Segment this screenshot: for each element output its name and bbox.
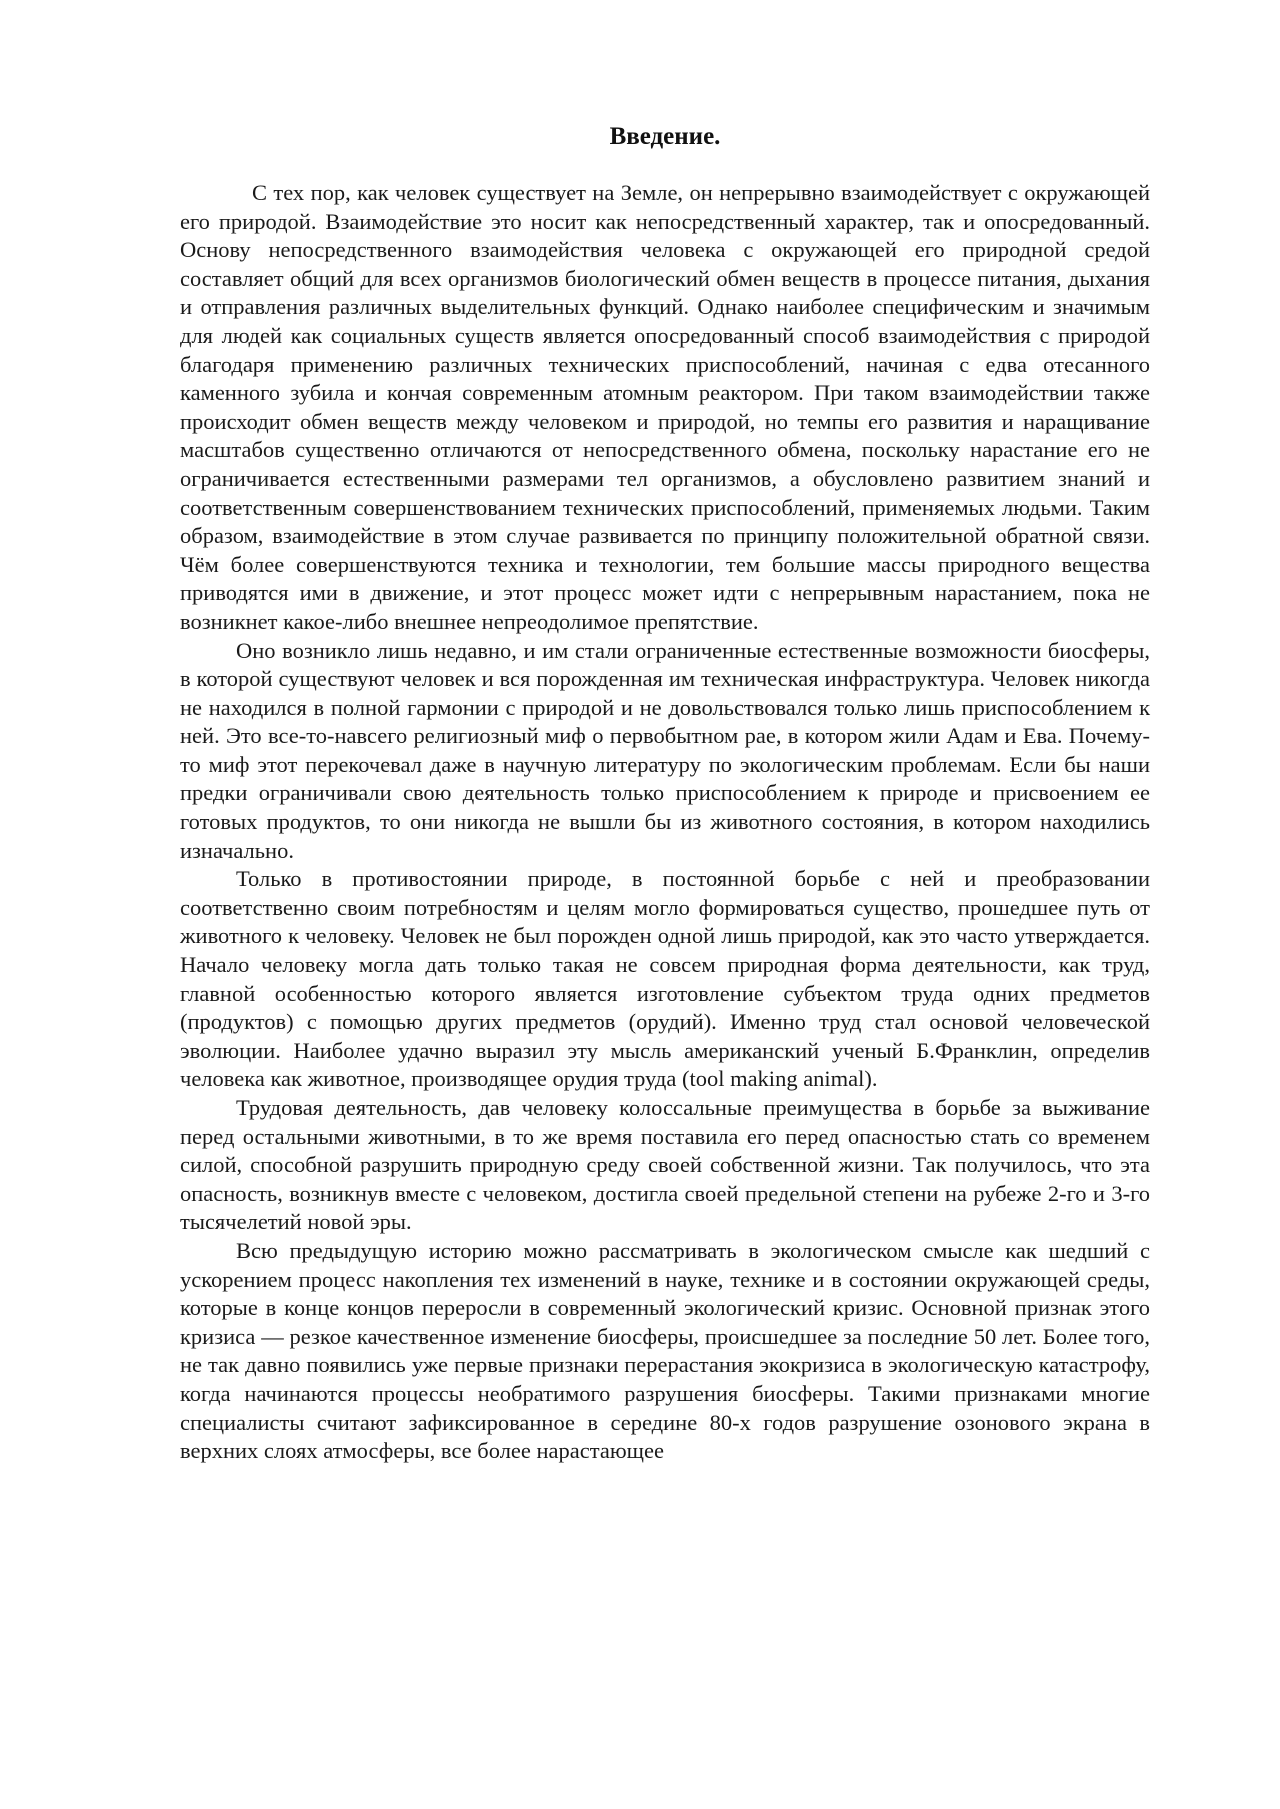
paragraph-5: Всю предыдущую историю можно рассматривать в экологическом смысле как шедший с ускорением процесс накопления тех изменений в науке, технике и в состоянии окружающей среды, которые в конце концов переросли в современный экологический кризис. Основной признак этого кризиса — резкое качественное изменение биосферы, происшедшее за последние 50 лет. Более того, не так давно появились уже первые признаки перерастания экокризиса в экологическую катастрофу, когда начинаются процессы необратимого разрушения биосферы. Такими признаками многие специалисты считают зафиксированное в середине 80-х годов разрушение озонового экрана в верхних слоях атмосферы, все более нарастающее [180, 1237, 1150, 1464]
paragraph-1: С тех пор, как человек существует на Земле, он непрерывно взаимодействует с окружающей его природой. Взаимодействие это носит как непосредственный характер, так и опосредованный. Основу непосредственного взаимодействия человека с окружающей его природной средой составляет общий для всех организмов биологический обмен веществ в процессе питания, дыхания и отправления различных выделительных функций. Однако наиболее специфическим и значимым для людей как социальных существ является опосредованный способ взаимодействия с природой благодаря применению различных технических приспособлений, начиная с едва отесанного каменного зубила и кончая современным атомным реактором. При таком взаимодействии также происходит обмен веществ между человеком и природой, но темпы его развития и наращивание масштабов существенно отличаются от непосредственного обмена, поскольку нарастание его не ограничивается естественными размерами тел организмов, а обусловлено развитием знаний и соответственным совершенствованием технических приспособлений, применяемых людьми. Таким образом, взаимодействие в этом случае развивается по принципу положительной обратной связи. Чём более совершенствуются техника и технологии, тем большие массы природного вещества приводятся ими в движение, и этот процесс может идти с непрерывным нарастанием, пока не возникнет какое-либо внешнее непреодолимое препятствие. [180, 180, 1150, 634]
document-body [180, 179, 1150, 1466]
paragraph-2: Оно возникло лишь недавно, и им стали ограниченные естественные возможности биосферы, в которой существуют человек и вся порожденная им техническая инфраструктура. Человек никогда не находился в полной гармонии с природой и не довольствовался только лишь приспособлением к ней. Это все-то-навсего религиозный миф о первобытном рае, в котором жили Адам и Ева. Почему-то миф этот перекочевал даже в научную литературу по экологическим проблемам. Если бы наши предки ограничивали свою деятельность только приспособлением к природе и присвоением ее готовых продуктов, то они никогда не вышли бы из животного состояния, в котором находились изначально. [180, 637, 1150, 863]
paragraph-3: Только в противостоянии природе, в постоянной борьбе с ней и преобразовании соответственно своим потребностям и целям могло формироваться существо, прошедшее путь от животного к человеку. Человек не был порожден одной лишь природой, как это часто утверждается. Начало человеку могла дать только такая не совсем природная форма деятельности, как труд, главной особенностью которого является изготовление субъектом труда одних предметов (продуктов) с помощью других предметов (орудий). Именно труд стал основой человеческой эволюции. Наиболее удачно выразил эту мысль американский ученый Б.Франклин, определив человека как животное, производящее орудия труда (tool making animal). [180, 866, 1150, 1092]
document-title: Введение. [609, 123, 721, 150]
paragraph-4: Трудовая деятельность, дав человеку колоссальные преимущества в борьбе за выживание перед остальными животными, в то же время поставила его перед опасностью стать со временем силой, способной разрушить природную среду своей собственной жизни. Так получилось, что эта опасность, возникнув вместе с человеком, достигла своей предельной степени на рубеже 2-го и 3-го тысячелетий новой эры. [180, 1095, 1150, 1235]
